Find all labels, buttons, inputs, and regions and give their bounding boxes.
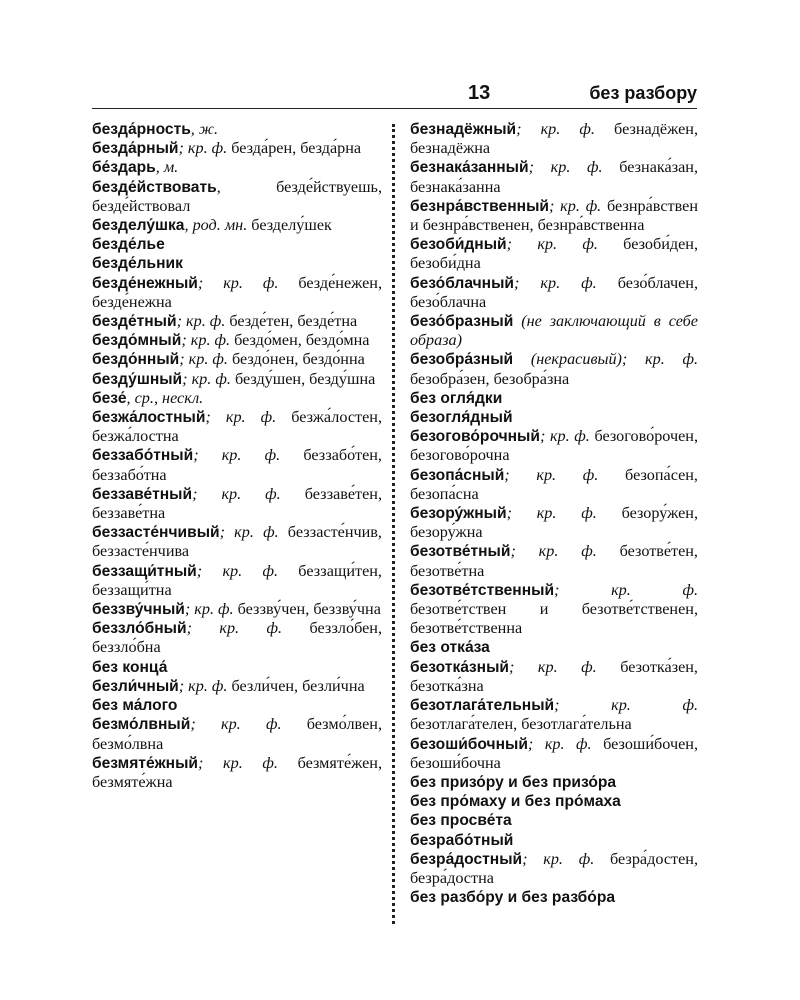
dictionary-entry — [410, 792, 698, 811]
entry-forms: бездо́нен, бездо́нна — [227, 350, 365, 369]
dictionary-entry — [410, 312, 698, 350]
dictionary-entry — [410, 831, 698, 850]
column-divider — [392, 124, 395, 924]
entry-grammar-label: ; кр. ф. — [504, 465, 599, 484]
entry-headword: безде́лье — [92, 236, 165, 254]
dictionary-entry — [92, 235, 382, 254]
dictionary-entry — [92, 274, 382, 312]
dictionary-entry — [92, 562, 382, 600]
dictionary-entry — [92, 485, 382, 523]
entry-headword: безору́жный — [410, 505, 507, 523]
entry-headword: безде́тный — [92, 313, 177, 331]
entry-headword: безду́шный — [92, 370, 183, 388]
entry-forms: безору́жен, безору́жна — [410, 504, 698, 542]
dictionary-entry — [410, 542, 698, 580]
entry-headword: безоши́бочный — [410, 735, 528, 753]
entry-grammar-label: ; кр. ф. — [192, 484, 281, 503]
entry-grammar-label: , м. — [155, 158, 179, 177]
dictionary-entry — [410, 888, 698, 907]
entry-forms: безоби́ден, безоби́дна — [410, 235, 698, 273]
entry-grammar-label: ; кр. ф. — [178, 676, 228, 695]
entry-headword: бездо́мный — [92, 332, 182, 350]
entry-forms: безо́блачен, безо́блачна — [410, 273, 698, 311]
entry-grammar-label: ; кр. ф. — [510, 542, 597, 561]
entry-grammar-label: ; кр. ф. — [196, 561, 279, 580]
entry-grammar-label: (не заключающий в себе образа) — [410, 312, 698, 350]
dictionary-entry — [92, 178, 382, 216]
dictionary-entry — [92, 600, 382, 619]
header-rule — [92, 108, 697, 109]
entry-grammar-label: ; кр. ф. — [186, 619, 283, 638]
dictionary-entry — [410, 197, 698, 235]
dictionary-entry — [410, 811, 698, 830]
running-head: без разбору — [589, 83, 697, 103]
dictionary-entry — [92, 523, 382, 561]
entry-grammar-label: ; кр. ф. — [506, 504, 597, 523]
entry-forms: беззасте́нчив, беззасте́нчива — [92, 523, 382, 561]
entry-forms: безнака́зан, безнака́занна — [410, 158, 698, 196]
entry-grammar-label: ; кр. ф. — [554, 580, 698, 599]
entry-headword: безнра́вственный — [410, 197, 549, 215]
entry-headword: без разбо́ру и без разбо́ра — [410, 889, 616, 907]
entry-grammar-label: , ср., нескл. — [126, 388, 204, 407]
dictionary-entry — [410, 735, 698, 773]
entry-grammar-label: ; кр. ф. — [219, 523, 279, 542]
dictionary-entry — [92, 715, 382, 753]
dictionary-entry — [410, 427, 698, 465]
dictionary-entry — [92, 216, 382, 235]
entry-forms: безопа́сен, безопа́сна — [410, 465, 698, 503]
entry-headword: безда́рность — [92, 121, 191, 138]
dictionary-entry — [92, 350, 382, 369]
dictionary-entry — [92, 370, 382, 389]
entry-forms: безра́достен, безра́достна — [410, 849, 698, 887]
entry-grammar-label: ; кр. ф. — [178, 139, 228, 158]
entry-grammar-label: ; кр. ф. — [182, 369, 231, 388]
entry-forms: безнадёжен, безнадёжна — [410, 120, 698, 158]
entry-headword: безо́блачный — [410, 274, 515, 292]
entry-headword: безжа́лостный — [92, 409, 206, 427]
entry-grammar-label: (некрасивый); кр. ф. — [513, 350, 698, 369]
entry-headword: безогово́рочный — [410, 428, 540, 446]
entry-forms: безоши́бочен, безоши́бочна — [410, 734, 698, 772]
entry-headword: без про́маху и без про́маха — [410, 793, 621, 811]
entry-headword: безнадёжный — [410, 121, 517, 138]
entry-forms: безде́нежен, безде́нежна — [92, 273, 382, 311]
entry-grammar-label: ; кр. ф. — [197, 273, 279, 292]
entry-grammar-label: ; кр. ф. — [184, 600, 234, 619]
entry-headword: без ма́лого — [92, 697, 178, 715]
entry-headword: безотка́зный — [410, 658, 509, 676]
entry-forms: безжа́лостен, безжа́лостна — [92, 408, 382, 446]
entry-grammar-label: ; кр. ф. — [527, 734, 592, 753]
entry-headword: безопа́сный — [410, 466, 505, 484]
entry-forms: безду́шен, безду́шна — [230, 369, 376, 388]
entry-headword: безли́чный — [92, 677, 179, 695]
entry-forms: безогово́рочен, безогово́рочна — [410, 427, 698, 465]
dictionary-entry — [92, 139, 382, 158]
entry-headword: безде́льник — [92, 255, 183, 273]
entry-grammar-label: ; кр. ф. — [181, 331, 231, 350]
entry-forms: безда́рен, безда́рна — [227, 139, 362, 158]
entry-grammar-label: ; кр. ф. — [193, 446, 281, 465]
dictionary-entry — [410, 638, 698, 657]
entry-grammar-label: ; кр. ф. — [198, 753, 278, 772]
entry-headword: без огля́дки — [410, 389, 503, 407]
dictionary-entry — [92, 389, 382, 408]
dictionary-entry — [92, 331, 382, 350]
entry-grammar-label: ; кр. ф. — [205, 408, 277, 427]
entry-grammar-label: ; кр. ф. — [509, 657, 597, 676]
entry-forms: безделу́шек — [247, 216, 332, 235]
entry-headword: безо́бразный — [410, 313, 514, 331]
dictionary-entry — [410, 696, 698, 734]
entry-headword: безра́достный — [410, 850, 523, 868]
entry-headword: без конца́ — [92, 658, 168, 676]
entry-headword: безотлага́тельный — [410, 697, 555, 715]
entry-forms: безде́тен, безде́тна — [225, 312, 358, 331]
entry-grammar-label: ; кр. ф. — [506, 235, 598, 254]
entry-headword: беззву́чный — [92, 601, 185, 619]
dictionary-entry — [410, 350, 698, 388]
entry-headword: беззащи́тный — [92, 562, 197, 580]
dictionary-entry — [410, 389, 698, 408]
entry-headword: без призо́ру и без призо́ра — [410, 773, 617, 791]
entry-headword: беззло́бный — [92, 620, 187, 638]
page-number: 13 — [468, 82, 491, 104]
entry-headword: беззасте́нчивый — [92, 524, 220, 542]
entry-forms: беззаве́тен, беззаве́тна — [92, 484, 382, 523]
entry-forms: безотве́тен, безотве́тна — [410, 542, 698, 580]
entry-headword: безотве́тный — [410, 543, 511, 561]
left-column — [92, 120, 382, 792]
entry-forms: безмяте́жен, безмяте́жна — [92, 753, 382, 791]
entry-forms: беззло́бен, беззло́бна — [92, 619, 382, 657]
entry-grammar-label: ; кр. ф. — [514, 273, 597, 292]
entry-headword: безмяте́жный — [92, 754, 198, 772]
entry-headword: без просве́та — [410, 812, 512, 830]
dictionary-entry — [410, 581, 698, 639]
dictionary-entry — [92, 408, 382, 446]
entry-headword: бе́здарь — [92, 159, 156, 177]
dictionary-entry — [410, 773, 698, 792]
entry-headword: безогля́дный — [410, 409, 513, 427]
entry-headword: бездо́нный — [92, 351, 180, 369]
dictionary-entry — [410, 466, 698, 504]
entry-forms: безотка́зен, безотка́зна — [410, 657, 698, 695]
entry-headword: безделу́шка — [92, 217, 185, 235]
entry-grammar-label: ; кр. ф. — [176, 312, 226, 331]
dictionary-entry — [410, 274, 698, 312]
entry-grammar-label: ; кр. ф. — [522, 849, 595, 868]
entry-forms: безобра́зен, безобра́зна — [410, 369, 570, 388]
dictionary-entry — [92, 658, 382, 677]
dictionary-entry — [92, 754, 382, 792]
dictionary-entry — [92, 677, 382, 696]
entry-headword: безде́йствовать — [92, 178, 217, 196]
entry-headword: безмо́лвный — [92, 716, 191, 734]
entry-grammar-label: ; кр. ф. — [190, 715, 282, 734]
dictionary-entry — [92, 254, 382, 273]
dictionary-entry — [410, 120, 698, 158]
entry-grammar-label: , ж. — [190, 120, 218, 138]
entry-forms: безли́чен, безли́чна — [227, 676, 365, 695]
entry-forms: безнра́вствен и безнра́вственен, безнра́вственна — [410, 196, 698, 235]
entry-headword: беззаве́тный — [92, 485, 193, 503]
entry-grammar-label: ; кр. ф. — [528, 158, 603, 177]
entry-headword: безнака́занный — [410, 159, 529, 177]
entry-grammar-label: ; кр. ф. — [554, 696, 698, 715]
entry-forms: безмо́лвен, безмо́лвна — [92, 715, 382, 753]
entry-headword: безотве́тственный — [410, 581, 555, 599]
dictionary-entry — [410, 658, 698, 696]
entry-grammar-label: ; кр. ф. — [539, 427, 590, 446]
entry-forms: беззву́чен, беззву́чна — [233, 600, 381, 619]
entry-forms: , безде́йствуешь, безде́йствовал — [92, 177, 382, 215]
dictionary-entry — [92, 120, 382, 139]
dictionary-entry — [410, 850, 698, 888]
entry-forms: беззащи́тен, беззащи́тна — [92, 561, 382, 599]
dictionary-entry — [92, 619, 382, 657]
entry-forms: беззабо́тен, беззабо́тна — [92, 446, 382, 484]
dictionary-entry — [410, 158, 698, 196]
dictionary-entry — [92, 312, 382, 331]
entry-headword: без отка́за — [410, 639, 490, 657]
entry-headword: безоби́дный — [410, 236, 507, 254]
entry-forms: безотве́тствен и безотве́тственен, безотве́тственна — [410, 600, 698, 638]
dictionary-entry — [410, 235, 698, 273]
entry-grammar-label: , род. мн. — [184, 216, 248, 235]
dictionary-entry — [410, 408, 698, 427]
right-column — [410, 120, 698, 907]
entry-grammar-label: ; кр. ф. — [516, 120, 595, 138]
entry-headword: безде́нежный — [92, 274, 198, 292]
entry-headword: беззабо́тный — [92, 447, 194, 465]
entry-grammar-label: ; кр. ф. — [179, 350, 228, 369]
dictionary-entry — [92, 696, 382, 715]
entry-headword: безда́рный — [92, 140, 179, 158]
entry-forms: бездо́мен, бездо́мна — [230, 331, 370, 350]
dictionary-entry — [410, 504, 698, 542]
entry-grammar-label: ; кр. ф. — [548, 196, 602, 215]
dictionary-entry — [92, 158, 382, 177]
page-header — [92, 82, 697, 108]
entry-forms: безотлага́телен, безотлага́тельна — [410, 715, 632, 734]
entry-headword: безобра́зный — [410, 351, 514, 369]
entry-headword: безрабо́тный — [410, 831, 514, 849]
dictionary-entry — [92, 446, 382, 484]
entry-headword: безе́ — [92, 389, 127, 407]
